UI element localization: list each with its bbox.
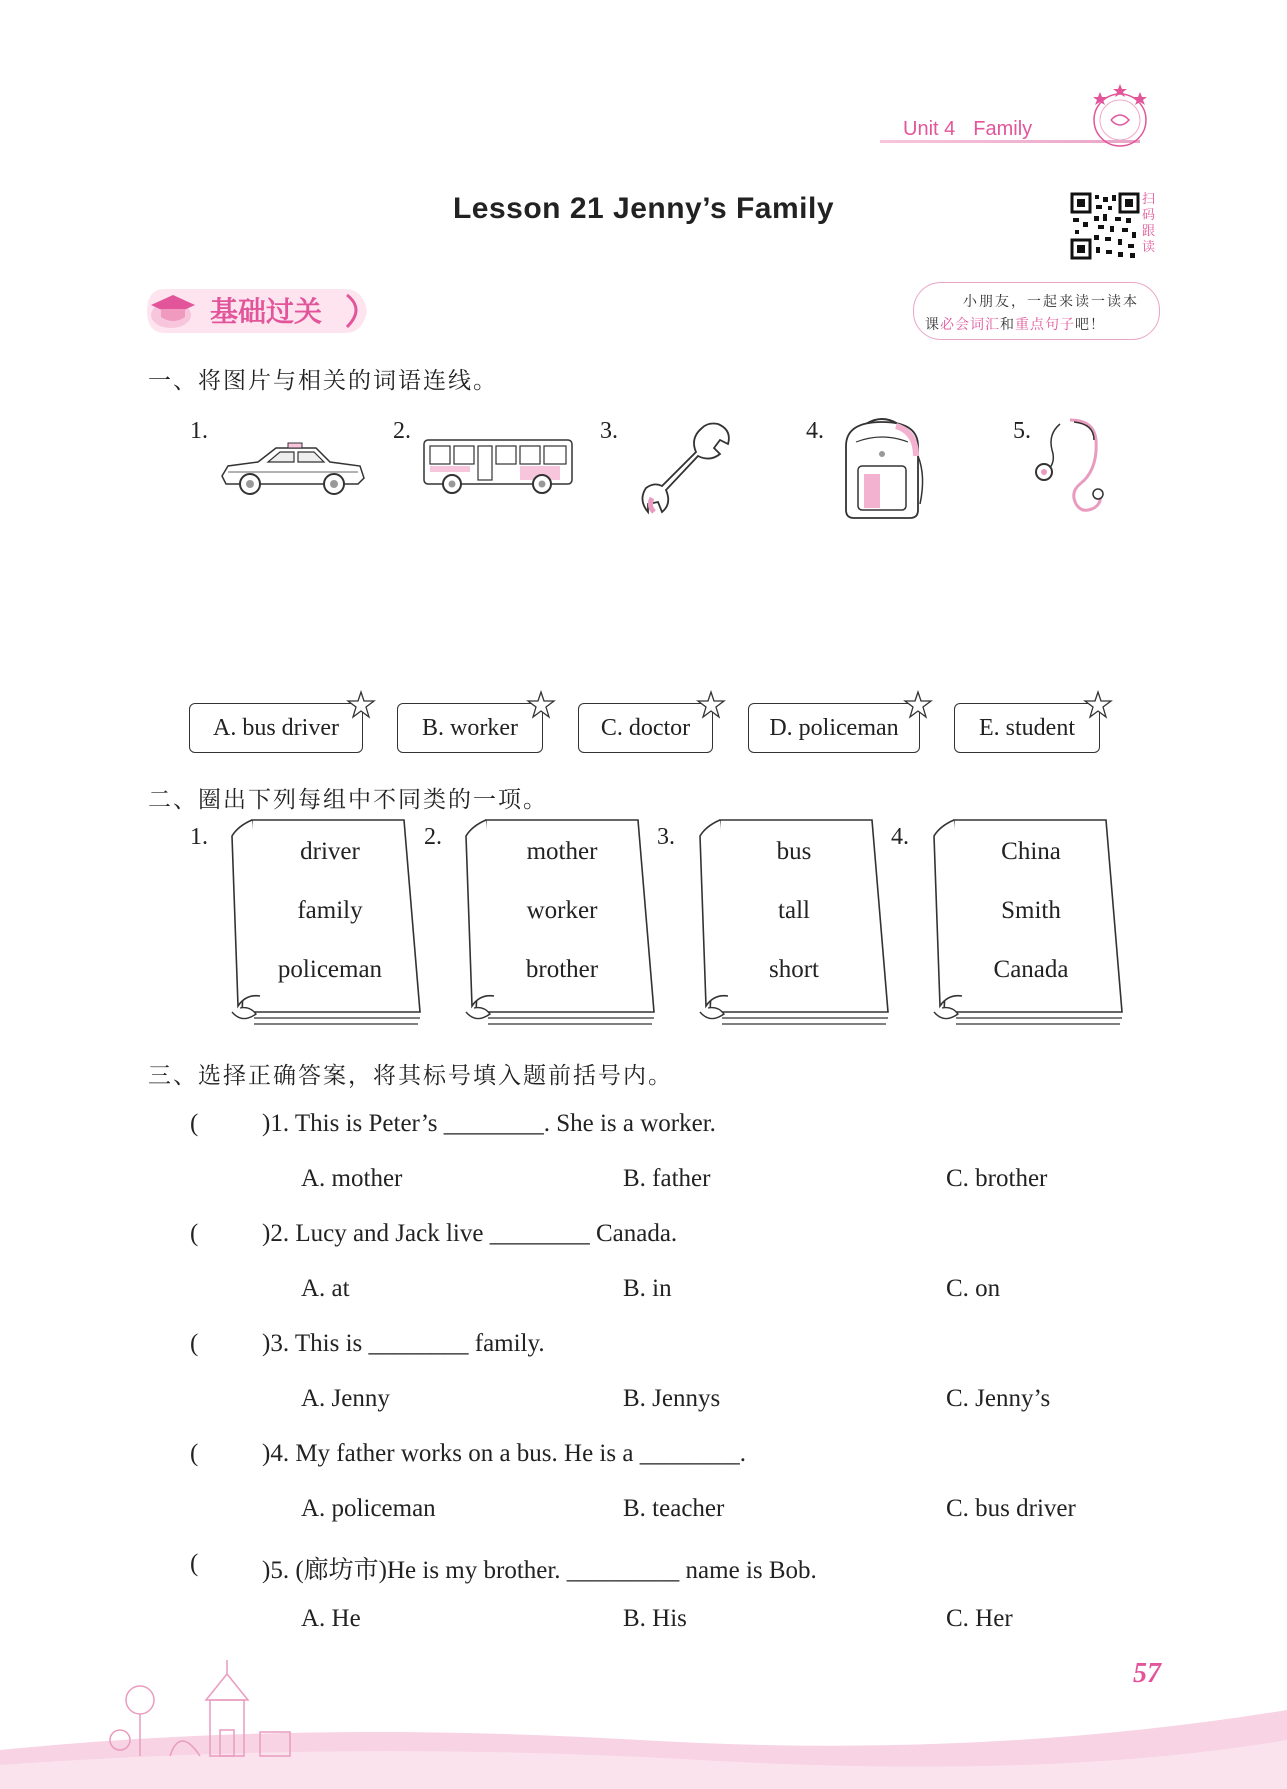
word-label: A. bus driver — [213, 715, 339, 741]
group-3-word-2[interactable]: tall — [778, 897, 810, 924]
footer-decoration — [0, 1660, 1287, 1789]
group-2-word-1[interactable]: mother — [526, 838, 598, 865]
q2-option-c: C. on — [946, 1275, 1001, 1302]
tip-text: 课 — [925, 317, 940, 333]
group-number: 1. — [190, 824, 208, 850]
picture-number: 4. — [806, 418, 824, 444]
group-3-word-3[interactable]: short — [769, 956, 819, 983]
word-label: E. student — [979, 715, 1075, 741]
tip-line-1: 小朋友，一起来读一读本 — [963, 294, 1139, 310]
group-number: 2. — [424, 824, 442, 850]
q3-option-b: B. Jennys — [623, 1385, 721, 1412]
group-1-word-1[interactable]: driver — [300, 838, 360, 865]
qr-caption — [1142, 192, 1158, 256]
word-label: C. doctor — [600, 715, 691, 741]
tip-highlight: 必会词汇 — [940, 317, 1000, 333]
tip-line-2 — [925, 314, 1105, 334]
group-4-word-2[interactable]: Smith — [1001, 897, 1061, 924]
group-number: 4. — [891, 824, 909, 850]
question-4: )4. My father works on a bus. He is a ________. — [262, 1440, 746, 1467]
star-icon — [1083, 690, 1113, 720]
part2-title: 二、圈出下列每组中不同类的一项。 — [148, 787, 548, 813]
qr-caption-char: 码 — [1142, 208, 1156, 223]
qr-caption-char: 读 — [1142, 240, 1156, 255]
question-1: )1. This is Peter’s ________. She is a worker. — [262, 1110, 716, 1137]
q1-option-a: A. mother — [301, 1165, 403, 1192]
tip-text: 吧！ — [1075, 317, 1105, 333]
lesson-title: Lesson 21 Jenny’s Family — [452, 192, 835, 225]
star-icon — [696, 690, 726, 720]
qr-caption-char: 跟 — [1142, 224, 1156, 239]
qr-code-icon[interactable] — [1070, 192, 1140, 260]
backpack-icon — [836, 416, 928, 522]
publisher-logo-icon — [1085, 80, 1155, 150]
picture-number: 5. — [1013, 418, 1031, 444]
part3-title: 三、选择正确答案，将其标号填入题前括号内。 — [148, 1063, 673, 1089]
unit-header — [903, 118, 1050, 141]
picture-number: 1. — [190, 418, 208, 444]
stethoscope-icon — [1030, 414, 1110, 522]
star-icon — [903, 690, 933, 720]
q5-option-a: A. He — [301, 1605, 361, 1632]
unit-label: Unit 4 — [903, 118, 956, 140]
group-1-word-3[interactable]: policeman — [277, 956, 383, 983]
topic-label: Family — [973, 118, 1033, 140]
section-badge-label: 基础过关 — [210, 295, 323, 328]
wrench-icon — [638, 418, 738, 516]
answer-bracket[interactable]: ( — [190, 1330, 199, 1357]
question-5: )5. (廊坊市)He is my brother. _________ name is Bob. — [262, 1557, 817, 1584]
group-2-word-3[interactable]: brother — [525, 956, 599, 983]
answer-bracket[interactable]: ( — [190, 1550, 199, 1577]
word-box-b[interactable] — [397, 703, 543, 753]
picture-number: 2. — [393, 418, 411, 444]
group-2-word-2[interactable]: worker — [526, 897, 598, 924]
group-number: 3. — [657, 824, 675, 850]
word-label: B. worker — [422, 715, 518, 741]
police-car-icon — [218, 440, 368, 496]
group-4-word-1[interactable]: China — [1001, 838, 1061, 865]
q4-option-c: C. bus driver — [946, 1495, 1076, 1522]
star-icon — [526, 690, 556, 720]
question-3: )3. This is ________ family. — [262, 1330, 545, 1357]
q1-option-c: C. brother — [946, 1165, 1048, 1192]
word-label: D. policeman — [769, 715, 899, 741]
q3-option-c: C. Jenny’s — [946, 1385, 1051, 1412]
q5-option-b: B. His — [623, 1605, 687, 1632]
q4-option-a: A. policeman — [301, 1495, 436, 1522]
answer-bracket[interactable]: ( — [190, 1440, 199, 1467]
question-2: )2. Lucy and Jack live ________ Canada. — [262, 1220, 678, 1247]
answer-bracket[interactable]: ( — [190, 1110, 199, 1137]
tip-text: 和 — [1000, 317, 1015, 333]
q3-option-a: A. Jenny — [301, 1385, 390, 1412]
q2-option-a: A. at — [301, 1275, 350, 1302]
q5-option-c: C. Her — [946, 1605, 1013, 1632]
star-icon — [346, 690, 376, 720]
q2-option-b: B. in — [623, 1275, 672, 1302]
answer-bracket[interactable]: ( — [190, 1220, 199, 1247]
qr-caption-char: 扫 — [1142, 192, 1156, 207]
group-3-word-1[interactable]: bus — [776, 838, 812, 865]
picture-number: 3. — [600, 418, 618, 444]
page-number: 57 — [1133, 1658, 1161, 1689]
bus-icon — [420, 436, 576, 496]
word-box-c[interactable] — [578, 703, 713, 753]
word-box-d[interactable] — [748, 703, 920, 753]
tip-highlight: 重点句子 — [1015, 317, 1075, 333]
q1-option-b: B. father — [623, 1165, 711, 1192]
word-box-e[interactable] — [954, 703, 1100, 753]
part1-title: 一、将图片与相关的词语连线。 — [148, 368, 498, 394]
group-4-word-3[interactable]: Canada — [993, 956, 1069, 983]
q4-option-b: B. teacher — [623, 1495, 725, 1522]
group-1-word-2[interactable]: family — [297, 897, 363, 924]
word-box-a[interactable] — [189, 703, 363, 753]
